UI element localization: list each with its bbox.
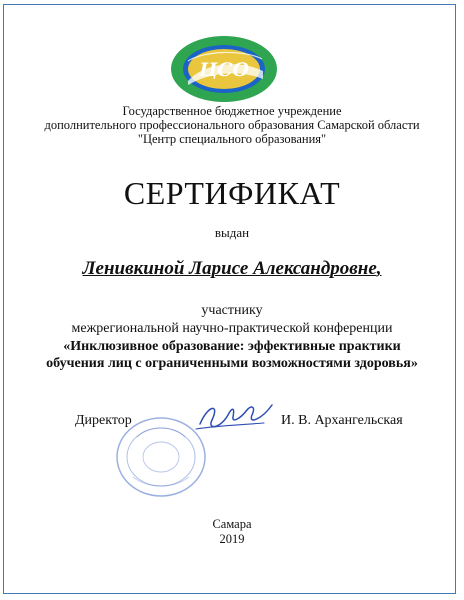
conference-title-line-1: «Инклюзивное образование: эффективные практики xyxy=(63,339,401,354)
issued-label: выдан xyxy=(214,225,250,240)
city: Самара xyxy=(212,517,252,531)
director-name: И. В. Архангельская xyxy=(281,413,403,428)
organization-line-1: Государственное бюджетное учреждение xyxy=(122,104,342,118)
organization-line-3: "Центр специального образования" xyxy=(137,132,327,146)
participant-role: участнику xyxy=(201,303,263,318)
official-stamp xyxy=(113,415,209,499)
organization-logo xyxy=(168,33,280,105)
organization-line-2: дополнительного профессионального образования Самарской области xyxy=(44,118,420,132)
year: 2019 xyxy=(219,532,245,546)
conference-description: межрегиональной научно-практической конференции xyxy=(71,321,393,336)
conference-title-line-2: обучения лиц с ограниченными возможностями здоровья» xyxy=(46,356,418,371)
certificate-title: СЕРТИФИКАТ xyxy=(123,175,341,211)
logo-text: ЦСО xyxy=(198,59,250,81)
director-label: Директор xyxy=(75,413,132,428)
recipient-name: Ленивкиной Ларисе Александровне, xyxy=(82,258,382,279)
